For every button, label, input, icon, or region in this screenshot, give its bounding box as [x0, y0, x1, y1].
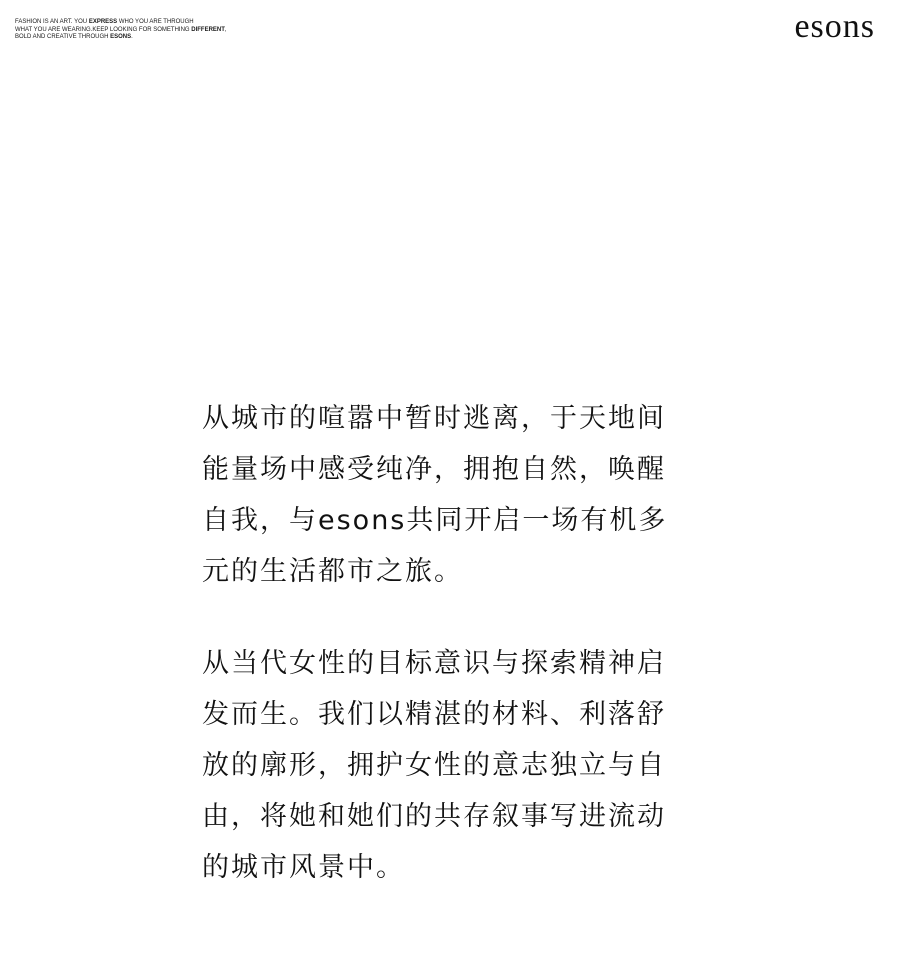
- story-line: 元的生活都市之旅。: [202, 556, 463, 587]
- tagline-text: WHAT YOU ARE WEARING.KEEP LOOKING FOR SOMETHING: [15, 26, 192, 33]
- tagline-emphasis: EXPRESS: [88, 19, 118, 25]
- tagline-text: WHO YOU ARE THROUGH: [117, 19, 194, 25]
- brand-story: [202, 393, 702, 893]
- tagline-line-2: [15, 27, 265, 35]
- brand-logo: esons: [794, 8, 875, 45]
- tagline-text: BOLD AND CREATIVE THROUGH: [15, 34, 111, 40]
- story-line: 从城市的喧嚣中暂时逃离，于天地间: [202, 403, 666, 434]
- story-line: 发而生。我们以精湛的材料、利落舒: [202, 699, 666, 730]
- story-line: 的城市风景中。: [202, 852, 405, 883]
- story-line: 自我，与esons共同开启一场有机多: [202, 505, 668, 536]
- brand-tagline: [15, 19, 265, 42]
- story-line: 能量场中感受纯净，拥抱自然，唤醒: [202, 454, 666, 485]
- story-line: 放的廓形，拥护女性的意志独立与自: [202, 750, 666, 781]
- story-line: 从当代女性的目标意识与探索精神启: [202, 648, 666, 679]
- tagline-line-3: [15, 34, 265, 42]
- tagline-text: FASHION IS AN ART. YOU: [15, 19, 89, 25]
- tagline-emphasis: DIFFERENT: [191, 26, 225, 33]
- story-line: 由，将她和她们的共存叙事写进流动: [202, 801, 666, 832]
- tagline-emphasis: ESONS: [110, 34, 132, 40]
- tagline-text: .: [131, 34, 133, 40]
- tagline-line-1: [15, 19, 265, 27]
- paragraph-spacer: [202, 597, 702, 638]
- tagline-text: ,: [224, 26, 227, 33]
